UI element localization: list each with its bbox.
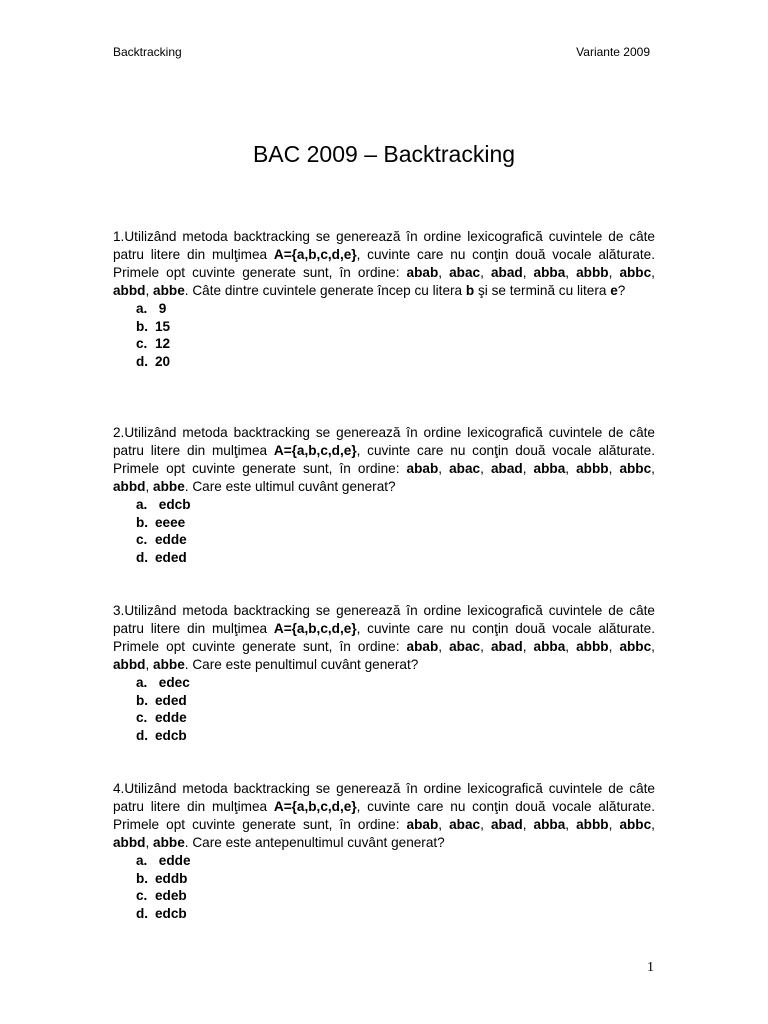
- option-value: edde: [155, 853, 191, 868]
- separator: ,: [651, 817, 655, 832]
- question-prompt: . Care este antepenultimul cuvânt generat?: [184, 835, 445, 850]
- answer-option: [113, 496, 655, 514]
- letter-highlight: e: [610, 283, 618, 298]
- word: abbe: [153, 479, 185, 494]
- option-value: 9: [155, 301, 167, 316]
- word: abbb: [576, 817, 609, 832]
- word: abad: [490, 639, 523, 654]
- option-value: 12: [155, 336, 171, 352]
- word: abac: [449, 817, 481, 832]
- answer-option: [113, 709, 655, 727]
- word: abbc: [619, 639, 652, 654]
- question-prompt: . Câte dintre cuvintele generate încep cu litera: [184, 283, 466, 298]
- word: abbd: [113, 479, 146, 494]
- answer-options: [113, 496, 655, 567]
- answer-options: [113, 300, 655, 371]
- separator: ,: [522, 265, 534, 280]
- word: abab: [406, 639, 439, 654]
- option-value: edeb: [155, 888, 187, 904]
- page-number: 1: [647, 960, 654, 975]
- separator: ,: [522, 817, 534, 832]
- word: abbc: [619, 817, 652, 832]
- word: abbe: [153, 835, 185, 850]
- answer-option: [113, 727, 655, 745]
- question-2: [113, 424, 655, 567]
- question-text: [113, 424, 655, 496]
- answer-option: [113, 300, 655, 318]
- separator: ,: [522, 461, 534, 476]
- answer-option: [113, 905, 655, 923]
- question-1: [113, 228, 655, 371]
- option-value: edde: [155, 710, 187, 726]
- option-letter: c.: [136, 888, 148, 904]
- intro-text: Utilizând metoda backtracking se generează în ordine lexicografică cuvintele de câte patru litere din mulţimea: [113, 603, 655, 636]
- option-letter: d.: [136, 550, 149, 566]
- separator: ,: [438, 639, 450, 654]
- question-text: [113, 602, 655, 674]
- word: abad: [490, 265, 523, 280]
- word: abba: [533, 639, 566, 654]
- word: abba: [533, 817, 566, 832]
- word: abad: [490, 817, 523, 832]
- separator: ,: [438, 817, 450, 832]
- answer-option: [113, 852, 655, 870]
- option-value: edec: [155, 675, 190, 690]
- header-left: Backtracking: [113, 45, 182, 59]
- answer-option: [113, 674, 655, 692]
- word: abbd: [113, 283, 146, 298]
- set-definition: A={a,b,c,d,e}: [273, 443, 357, 458]
- letter-highlight: b: [465, 283, 475, 298]
- intro-text: Utilizând metoda backtracking se generează în ordine lexicografică cuvintele de câte patru litere din mulţimea: [113, 425, 655, 458]
- question-text: [113, 228, 655, 300]
- separator: ,: [651, 639, 655, 654]
- separator: ,: [480, 461, 491, 476]
- option-value: eded: [155, 692, 187, 708]
- separator: ,: [522, 639, 534, 654]
- question-prompt: . Care este ultimul cuvânt generat?: [184, 479, 396, 494]
- word: abba: [533, 461, 566, 476]
- intro-text: , cuvinte care nu conţin două vocale alăturate. Primele opt cuvinte generate sunt, în ordine:: [113, 621, 655, 654]
- word: abba: [533, 265, 566, 280]
- page-title: BAC 2009 – Backtracking: [252, 141, 516, 167]
- question-number: 3.: [113, 603, 125, 618]
- word: abbe: [153, 657, 185, 672]
- word: abbb: [576, 265, 609, 280]
- option-letter: c.: [136, 532, 148, 548]
- intro-text: , cuvinte care nu conţin două vocale alăturate. Primele opt cuvinte generate sunt, în ordine:: [113, 443, 655, 476]
- separator: ,: [145, 283, 154, 298]
- separator: ,: [438, 265, 450, 280]
- set-definition: A={a,b,c,d,e}: [273, 247, 357, 262]
- separator: ,: [608, 265, 620, 280]
- word: abad: [490, 461, 523, 476]
- question-prompt: ?: [617, 283, 626, 298]
- word: abbe: [153, 283, 185, 298]
- separator: ,: [480, 265, 491, 280]
- answer-option: [113, 318, 655, 336]
- separator: ,: [608, 817, 620, 832]
- option-letter: d.: [136, 354, 149, 370]
- question-3: [113, 602, 655, 745]
- option-letter: c.: [136, 336, 148, 352]
- option-value: edcb: [155, 728, 187, 744]
- answer-options: [113, 674, 655, 745]
- set-definition: A={a,b,c,d,e}: [273, 621, 357, 636]
- separator: ,: [145, 479, 154, 494]
- question-4: [113, 780, 655, 923]
- option-letter: b.: [136, 318, 149, 334]
- separator: ,: [480, 639, 491, 654]
- option-letter: d.: [136, 728, 149, 744]
- separator: ,: [651, 265, 655, 280]
- option-letter: d.: [136, 906, 149, 922]
- answer-option: [113, 549, 655, 567]
- separator: ,: [438, 461, 450, 476]
- answer-option: [113, 335, 655, 353]
- option-letter: b.: [136, 514, 149, 530]
- word: abab: [406, 461, 439, 476]
- answer-option: [113, 353, 655, 371]
- intro-text: Utilizând metoda backtracking se generează în ordine lexicografică cuvintele de câte patru litere din mulţimea: [113, 781, 655, 814]
- intro-text: , cuvinte care nu conţin două vocale alăturate. Primele opt cuvinte generate sunt, în ordine:: [113, 799, 655, 832]
- option-value: edcb: [155, 497, 191, 512]
- question-prompt: . Care este penultimul cuvânt generat?: [184, 657, 419, 672]
- question-number: 4.: [113, 781, 125, 796]
- question-text: [113, 780, 655, 852]
- question-number: 2.: [113, 425, 125, 440]
- word: abbc: [619, 461, 652, 476]
- option-value: 15: [155, 318, 171, 334]
- question-number: 1.: [113, 229, 125, 244]
- option-letter: a.: [136, 853, 148, 868]
- intro-text: , cuvinte care nu conţin două vocale alăturate. Primele opt cuvinte generate sunt, în ordine:: [113, 247, 655, 280]
- separator: ,: [145, 835, 154, 850]
- option-value: eded: [155, 550, 187, 566]
- word: abbd: [113, 657, 146, 672]
- answer-option: [113, 870, 655, 888]
- word: abac: [449, 461, 481, 476]
- separator: ,: [145, 657, 154, 672]
- word: abac: [449, 639, 481, 654]
- option-letter: a.: [136, 675, 148, 690]
- answer-option: [113, 887, 655, 905]
- separator: ,: [651, 461, 655, 476]
- option-value: edde: [155, 532, 187, 548]
- intro-text: Utilizând metoda backtracking se generează în ordine lexicografică cuvintele de câte patru litere din mulţimea: [113, 229, 655, 262]
- answer-option: [113, 514, 655, 532]
- question-prompt: şi se termină cu litera: [474, 283, 611, 298]
- answer-option: [113, 692, 655, 710]
- separator: ,: [565, 639, 577, 654]
- answer-option: [113, 531, 655, 549]
- option-value: eddb: [155, 870, 188, 886]
- word: abbd: [113, 835, 146, 850]
- option-letter: b.: [136, 870, 149, 886]
- option-letter: c.: [136, 710, 148, 726]
- word: abab: [406, 817, 439, 832]
- answer-options: [113, 852, 655, 923]
- word: abbb: [576, 639, 609, 654]
- word: abbc: [619, 265, 652, 280]
- separator: ,: [565, 817, 577, 832]
- separator: ,: [480, 817, 491, 832]
- header-right: Variante 2009: [576, 45, 650, 59]
- option-value: edcb: [155, 906, 187, 922]
- word: abbb: [576, 461, 609, 476]
- separator: ,: [608, 639, 620, 654]
- option-letter: a.: [136, 301, 148, 316]
- set-definition: A={a,b,c,d,e}: [273, 799, 357, 814]
- word: abac: [449, 265, 481, 280]
- separator: ,: [608, 461, 620, 476]
- option-value: 20: [155, 354, 171, 370]
- option-value: eeee: [155, 514, 186, 530]
- option-letter: b.: [136, 692, 149, 708]
- separator: ,: [565, 461, 577, 476]
- separator: ,: [565, 265, 577, 280]
- option-letter: a.: [136, 497, 148, 512]
- word: abab: [406, 265, 439, 280]
